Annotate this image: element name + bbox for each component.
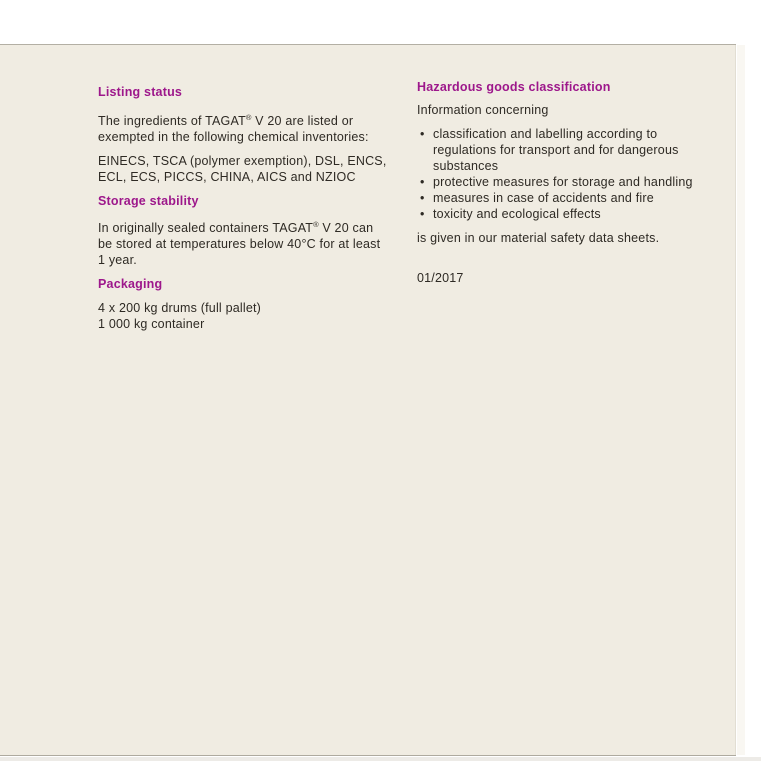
registered-trademark-symbol: ® <box>313 220 319 229</box>
hazard-bullet-list <box>417 126 717 222</box>
text-line: • toxicity and ecological effects <box>433 207 601 221</box>
hazard-intro-text: Information concerning <box>417 103 549 117</box>
text-line: EINECS, TSCA (polymer exemption), DSL, ENCS, <box>98 154 387 168</box>
hazardous-goods-heading: Hazardous goods classification <box>417 80 611 94</box>
storage-stability-heading: Storage stability <box>98 194 199 208</box>
text-segment: V 20 are listed or <box>251 114 354 128</box>
text-line: 1 000 kg container <box>98 317 205 331</box>
inventories-paragraph <box>98 153 398 185</box>
text-line: • classification and labelling according to <box>433 127 658 141</box>
text-line: be stored at temperatures below 40°C for at least <box>98 237 381 251</box>
left-column <box>98 85 398 332</box>
bullet-item <box>417 126 717 174</box>
text-line <box>98 110 398 129</box>
storage-stability-paragraph <box>98 217 398 268</box>
text-segment: V 20 can <box>318 221 374 235</box>
text-line: • measures in case of accidents and fire <box>433 191 654 205</box>
text-line: substances <box>433 159 499 173</box>
listing-status-paragraph <box>98 110 398 145</box>
revision-date: 01/2017 <box>417 271 464 285</box>
bullet-item <box>417 174 717 190</box>
bullet-item <box>417 206 717 222</box>
text-line: regulations for transport and for dangerous <box>433 143 679 157</box>
registered-trademark-symbol: ® <box>245 113 252 122</box>
text-line: • protective measures for storage and handling <box>433 175 693 189</box>
hazard-outro-text: is given in our material safety data sheets. <box>417 231 660 245</box>
text-line: 4 x 200 kg drums (full pallet) <box>98 301 262 315</box>
page-right-edge <box>737 45 745 755</box>
packaging-heading: Packaging <box>98 277 163 291</box>
text-line: exempted in the following chemical inventories: <box>98 130 369 144</box>
listing-status-heading: Listing status <box>98 85 183 99</box>
bullet-item <box>417 190 717 206</box>
text-line <box>98 217 398 236</box>
packaging-paragraph <box>98 300 398 332</box>
text-segment: The ingredients of TAGAT <box>98 114 246 128</box>
text-line: ECL, ECS, PICCS, CHINA, AICS and NZIOC <box>98 170 356 184</box>
text-segment: In originally sealed containers TAGAT <box>98 221 314 235</box>
page-bottom-edge <box>0 757 761 761</box>
text-line: 1 year. <box>98 253 137 267</box>
right-column <box>417 80 717 286</box>
